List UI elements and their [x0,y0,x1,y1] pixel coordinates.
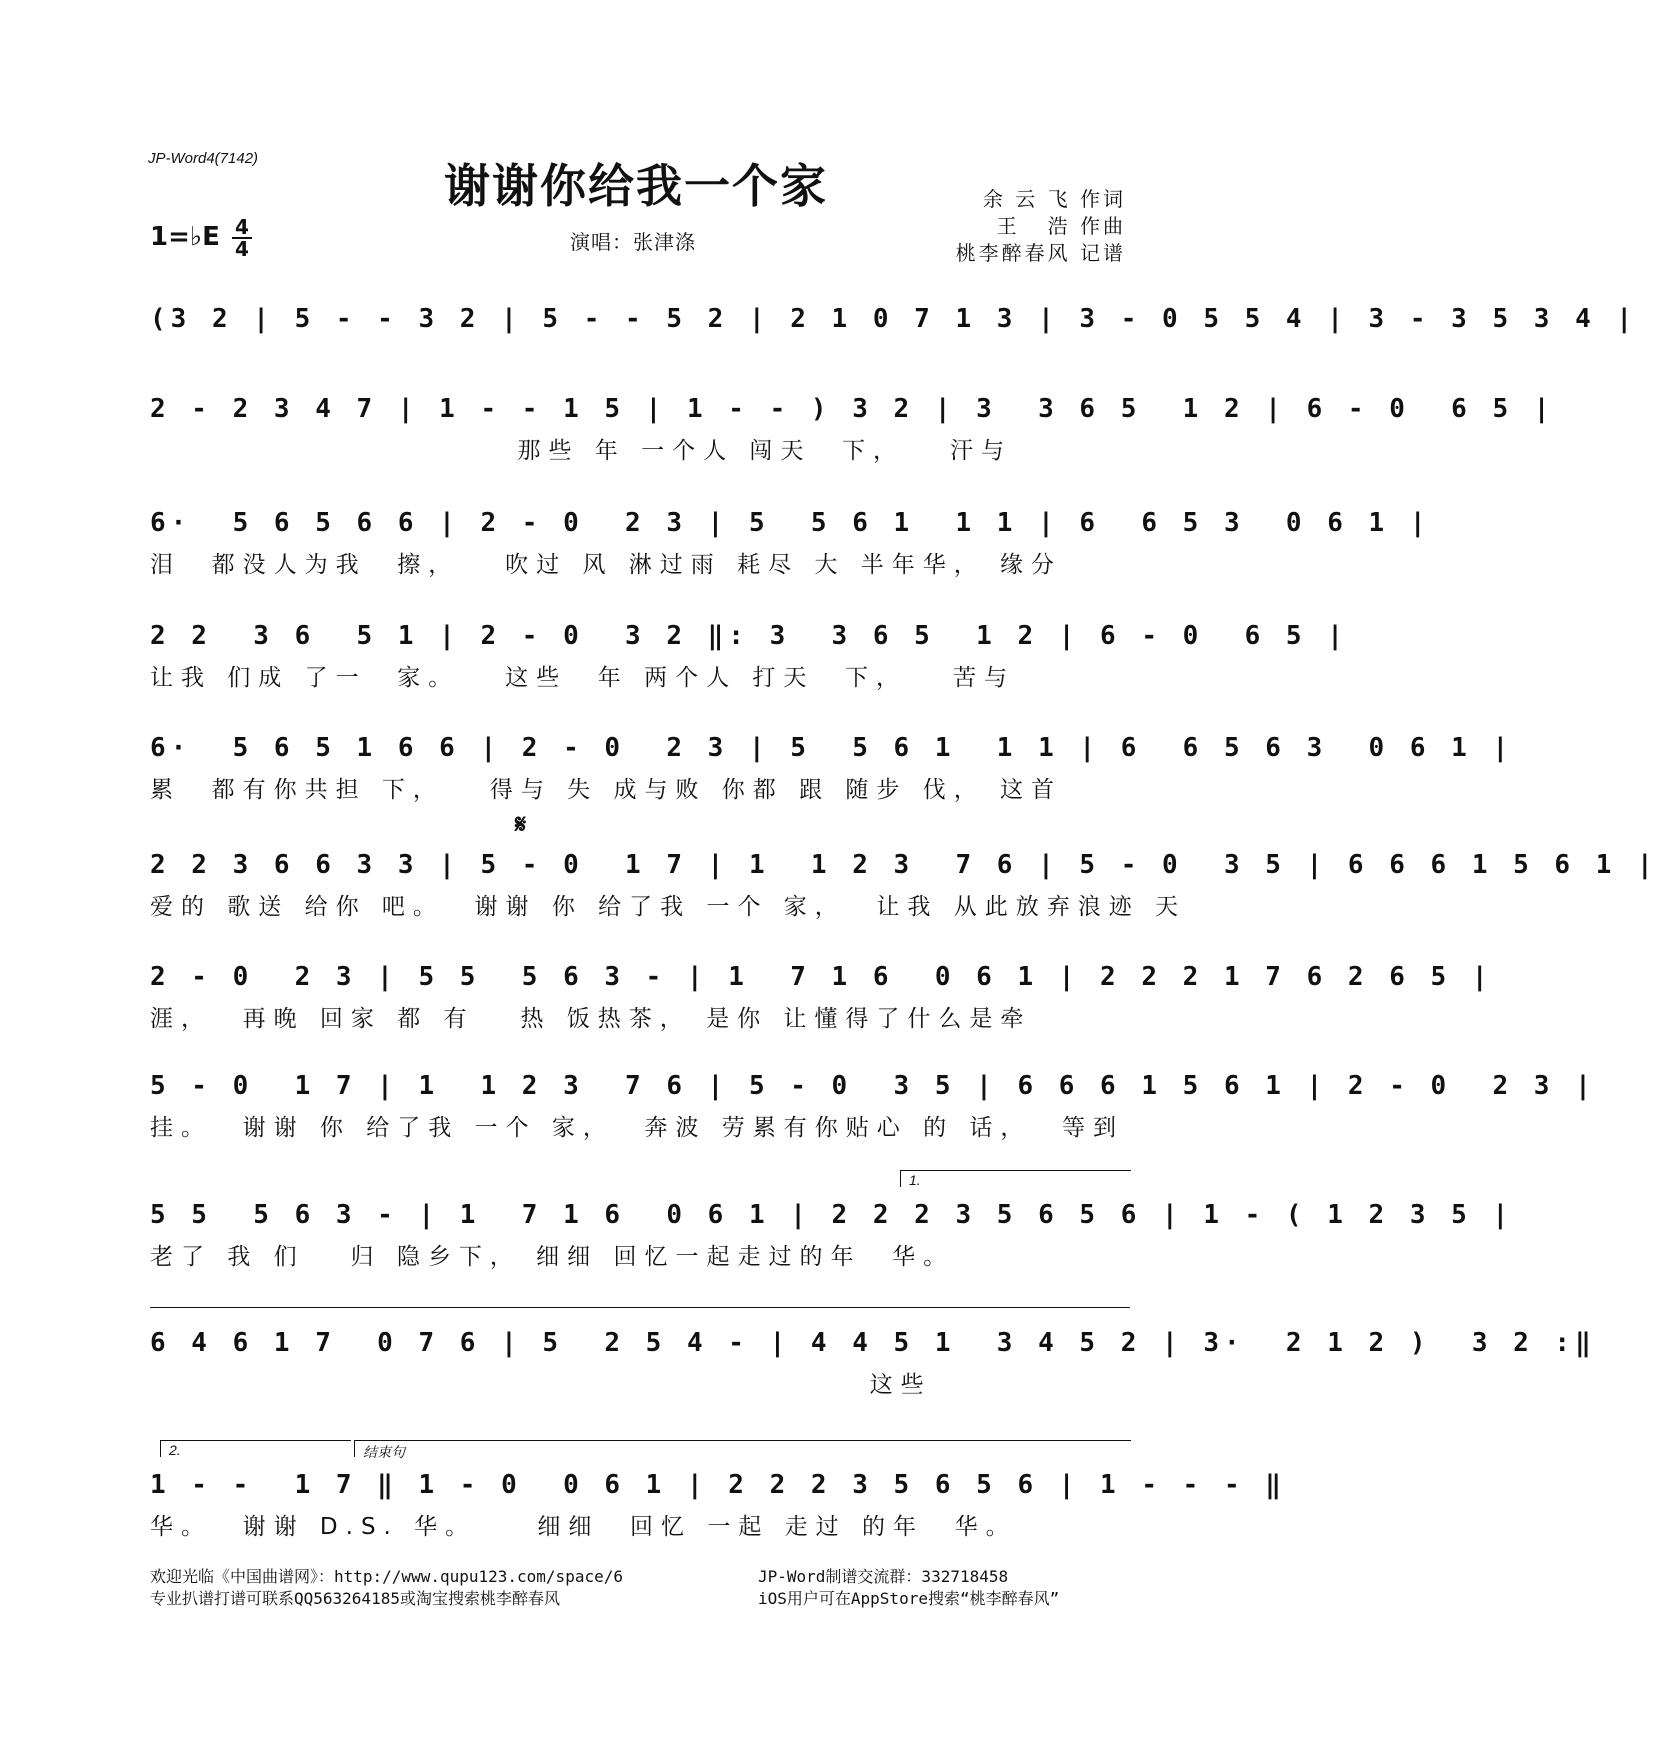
notes-line: 5 5 5 6 3 - | 1 7 1 6 0 6 1 | 2 2 2 3 5 6 5 6 | 1 - ( 1 2 3 5 | [150,1200,1514,1230]
footer-right [758,1566,1059,1610]
lyrics-line: 那些 年 一个人 闯天 下， 汗与 [150,438,1012,464]
singer-credit: 演唱：张津涤 [570,230,696,254]
transcriber-credit: 桃李醉春风 记谱 [955,241,1126,265]
footer-website-link[interactable]: 欢迎光临《中国曲谱网》：http://www.qupu123.com/space/6 [150,1567,623,1586]
score-system-3 [150,500,1431,584]
notes-line: 6 4 6 1 7 0 7 6 | 5 2 5 4 - | 4 4 5 1 3 4 5 2 | 3· 2 1 2 ) 3 2 :‖ [150,1328,1596,1358]
time-signature [232,215,252,261]
composer-credit: 王 浩 作曲 [996,214,1126,238]
notes-line: 5 - 0 1 7 | 1 1 2 3 7 6 | 5 - 0 3 5 | 6 6 6 1 5 6 1 | 2 - 0 2 3 | [150,1071,1596,1101]
coda-label: 结束句 [363,1444,405,1460]
footer-contact: 专业扒谱打谱可联系QQ563264185或淘宝搜索桃李醉春风 [150,1589,560,1608]
first-ending-label: 1. [909,1172,921,1188]
lyrics-line: 爱的 歌送 给你 吧。 谢谢 你 给了我 一个 家， 让我 从此放弃浪迹 天 [150,894,1187,920]
score-system-2 [150,386,1555,470]
time-denominator: 4 [235,237,249,261]
segno-sign: 𝄋 [515,810,527,840]
score-system-1 [150,296,1638,380]
lyrics-line [150,342,1132,380]
footer-left [150,1566,623,1610]
score-system-4 [150,613,1348,697]
second-ending-label: 2. [169,1442,181,1458]
score-system-6 [150,842,1658,926]
notes-line: 6· 5 6 5 1 6 6 | 2 - 0 2 3 | 5 5 6 1 1 1 | 6 6 5 6 3 0 6 1 | [150,733,1514,763]
lyrics-line: 这些 [150,1372,932,1398]
notes-line: 2 - 2 3 4 7 | 1 - - 1 5 | 1 - - ) 3 2 | 3 3 6 5 1 2 | 6 - 0 6 5 | [150,394,1555,424]
lyrics-line: 挂。 谢谢 你 给了我 一个 家， 奔波 劳累有你贴心 的 话， 等到 [150,1115,1125,1141]
score-system-11 [150,1462,1286,1546]
lyrics-line: 涯， 再晚 回家 都 有 热 饭热茶， 是你 让懂得了什么是牵 [150,1006,1032,1032]
footer-group: JP-Word制谱交流群：332718458 [758,1567,1009,1586]
notes-line: 2 2 3 6 6 3 3 | 5 - 0 1 7 | 1 1 2 3 7 6 | 5 - 0 3 5 | 6 6 6 1 5 6 1 | [150,850,1658,880]
key-signature: 1=♭E [150,222,220,252]
first-ending-bracket [900,1170,1131,1187]
score-system-5 [150,725,1514,809]
lyricist-credit: 余 云 飞 作词 [982,187,1126,211]
notes-line: 6· 5 6 5 6 6 | 2 - 0 2 3 | 5 5 6 1 1 1 | 6 6 5 3 0 6 1 | [150,508,1431,538]
score-system-9 [150,1192,1514,1276]
notes-line: (3 2 | 5 - - 3 2 | 5 - - 5 2 | 2 1 0 7 1 3 | 3 - 0 5 5 4 | 3 - 3 5 3 4 | [150,304,1638,334]
composer-credits [956,186,1126,267]
score-system-7 [150,954,1493,1038]
second-ending-bracket [160,1440,351,1457]
notes-line: 2 - 0 2 3 | 5 5 5 6 3 - | 1 7 1 6 0 6 1 | 2 2 2 1 7 6 2 6 5 | [150,962,1493,992]
coda-bracket [354,1440,1131,1460]
extended-bracket-line [150,1307,1130,1308]
score-system-10 [150,1320,1596,1404]
software-label: JP-Word4(7142) [148,150,259,167]
lyrics-line: 华。 谢谢 D.S. 华。 细细 回忆 一起 走过 的年 华。 [150,1514,1017,1540]
lyrics-line: 让我 们成 了一 家。 这些 年 两个人 打天 下， 苦与 [150,665,1015,691]
song-title: 谢谢你给我一个家 [444,159,828,213]
lyrics-line: 老了 我 们 归 隐乡下， 细细 回忆一起走过的年 华。 [150,1244,955,1270]
time-numerator: 4 [235,215,249,239]
notes-line: 1 - - 1 7 ‖ 1 - 0 0 6 1 | 2 2 2 3 5 6 5 6 | 1 - - - ‖ [150,1470,1286,1500]
lyrics-line: 泪 都没人为我 擦， 吹过 风 淋过雨 耗尽 大 半年华， 缘分 [150,552,1063,578]
notes-line: 2 2 3 6 5 1 | 2 - 0 3 2 ‖: 3 3 6 5 1 2 | 6 - 0 6 5 | [150,621,1348,651]
score-system-8 [150,1063,1596,1147]
footer-app: iOS用户可在AppStore搜索“桃李醉春风” [758,1589,1060,1608]
lyrics-line: 累 都有你共担 下， 得与 失 成与败 你都 跟 随步 伐， 这首 [150,777,1063,803]
